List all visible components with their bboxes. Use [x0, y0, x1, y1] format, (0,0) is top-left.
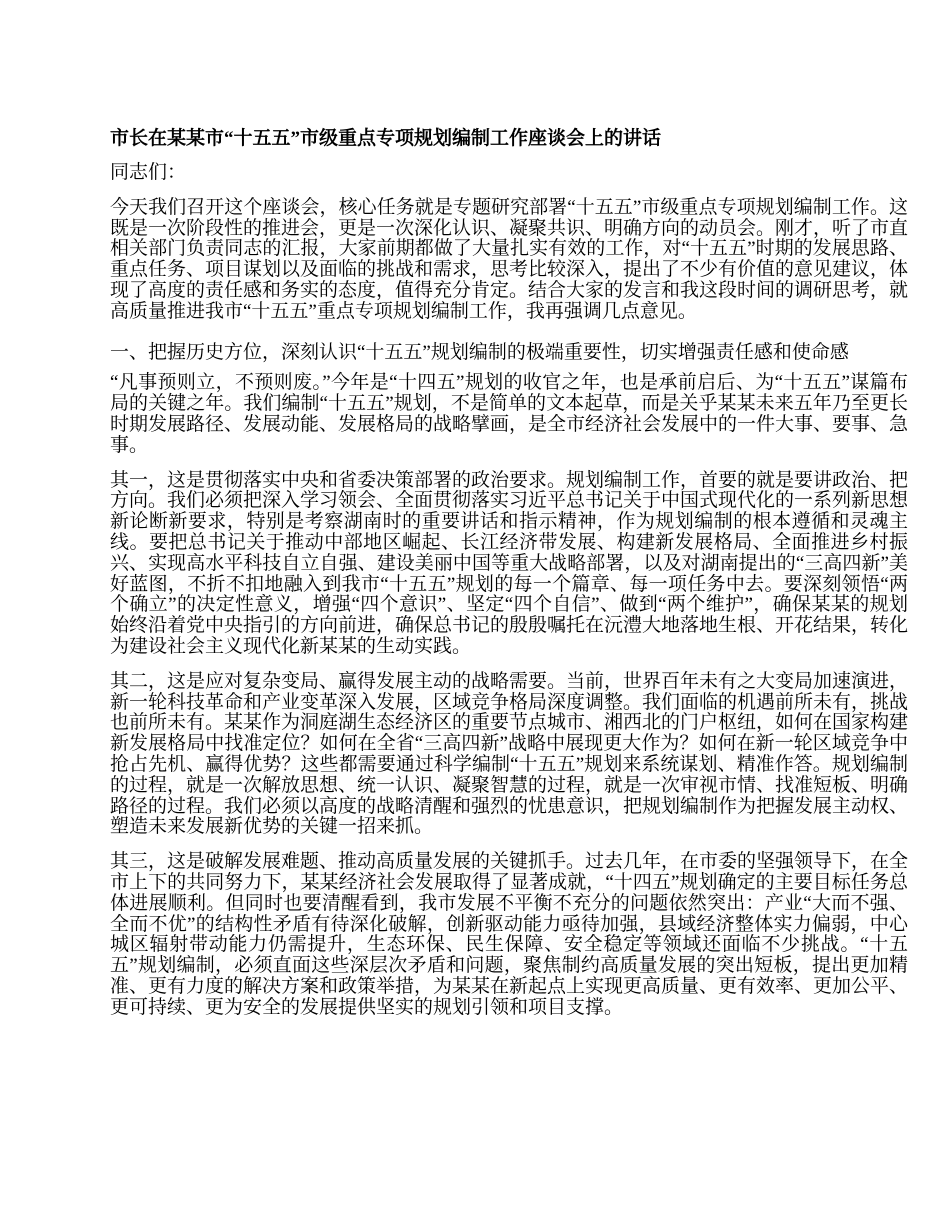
document-content [110, 128, 908, 1032]
section-1-heading: 一、把握历史方位，深刻认识“十五五”规划编制的极端重要性，切实增强责任感和使命感 [110, 341, 849, 363]
salutation: 同志们： [110, 162, 187, 183]
intro-paragraph: 今天我们召开这个座谈会，核心任务就是专题研究部署“十五五”市级重点专项规划编制工作。这既是一次阶段性的推进会，更是一次深化认识、凝聚共识、明确方向的动员会。刚才，听了市直相关部门负责同志的汇报，大家前期都做了大量扎实有效的工作，对“十五五”时期的发展思路、重点任务、项目谋划以及面临的挑战和需求，思考比较深入，提出了不少有价值的意见建议，体现了高度的责任感和务实的态度，值得充分肯定。结合大家的发言和我这段时间的调研思考，就高质量推进我市“十五五”重点专项规划编制工作，我再强调几点意见。 [110, 196, 909, 322]
section-1-paragraph-1: “凡事预则立，不预则废。”今年是“十四五”规划的收官之年，也是承前启后、为“十五五”谋篇布局的关键之年。我们编制“十五五”规划，不是简单的文本起草，而是关乎某某未来五年乃至更长时期发展路径、发展动能、发展格局的战略擘画，是全市经济社会发展中的一件大事、要事、急事。 [110, 372, 909, 456]
document-title: 市长在某某市“十五五”市级重点专项规划编制工作座谈会上的讲话 [110, 128, 662, 149]
section-1-paragraph-4: 其三，这是破解发展难题、推动高质量发展的关键抓手。过去几年，在市委的坚强领导下，在全市上下的共同努力下，某某经济社会发展取得了显著成就，“十四五”规划确定的主要目标任务总体进展顺利。但同时也要清醒看到，我市发展不平衡不充分的问题依然突出：产业“大而不强、全而不优”的结构性矛盾有待深化破解，创新驱动能力亟待加强，县域经济整体实力偏弱，中心城区辐射带动能力仍需提升，生态环保、民生保障、安全稳定等领域还面临不少挑战。“十五五”规划编制，必须直面这些深层次矛盾和问题，聚焦制约高质量发展的突出短板，提出更加精准、更有力度的解决方案和政策举措，为某某在新起点上实现更高质量、更有效率、更加公平、更可持续、更为安全的发展提供坚实的规划引领和项目支撑。 [110, 851, 909, 1018]
section-1-paragraph-2: 其一，这是贯彻落实中央和省委决策部署的政治要求。规划编制工作，首要的就是要讲政治、把方向。我们必须把深入学习领会、全面贯彻落实习近平总书记关于中国式现代化的一系列新思想新论断新要求，特别是考察湖南时的重要讲话和指示精神，作为规划编制的根本遵循和灵魂主线。要把总书记关于推动中部地区崛起、长江经济带发展、构建新发展格局、全面推进乡村振兴、实现高水平科技自立自强、建设美丽中国等重大战略部署，以及对湖南提出的“三高四新”美好蓝图，不折不扣地融入到我市“十五五”规划的每一个篇章、每一项任务中去。要深刻领悟“两个确立”的决定性意义，增强“四个意识”、坚定“四个自信”、做到“两个维护”，确保某某的规划始终沿着党中央指引的方向前进，确保总书记的殷殷嘱托在沅澧大地落地生根、开花结果，转化为建设社会主义现代化新某某的生动实践。 [110, 469, 909, 657]
section-1-paragraph-3: 其二，这是应对复杂变局、赢得发展主动的战略需要。当前，世界百年未有之大变局加速演进，新一轮科技革命和产业变革深入发展，区域竞争格局深度调整。我们面临的机遇前所未有，挑战也前所未有。某某作为洞庭湖生态经济区的重要节点城市、湘西北的门户枢纽，如何在国家构建新发展格局中找准定位？如何在全省“三高四新”战略中展现更大作为？如何在新一轮区域竞争中抢占先机、赢得优势？这些都需要通过科学编制“十五五”规划来系统谋划、精准作答。规划编制的过程，就是一次解放思想、统一认识、凝聚智慧的过程，就是一次审视市情、找准短板、明确路径的过程。我们必须以高度的战略清醒和强烈的忧患意识，把规划编制作为把握发展主动权、塑造未来发展新优势的关键一招来抓。 [110, 670, 909, 838]
